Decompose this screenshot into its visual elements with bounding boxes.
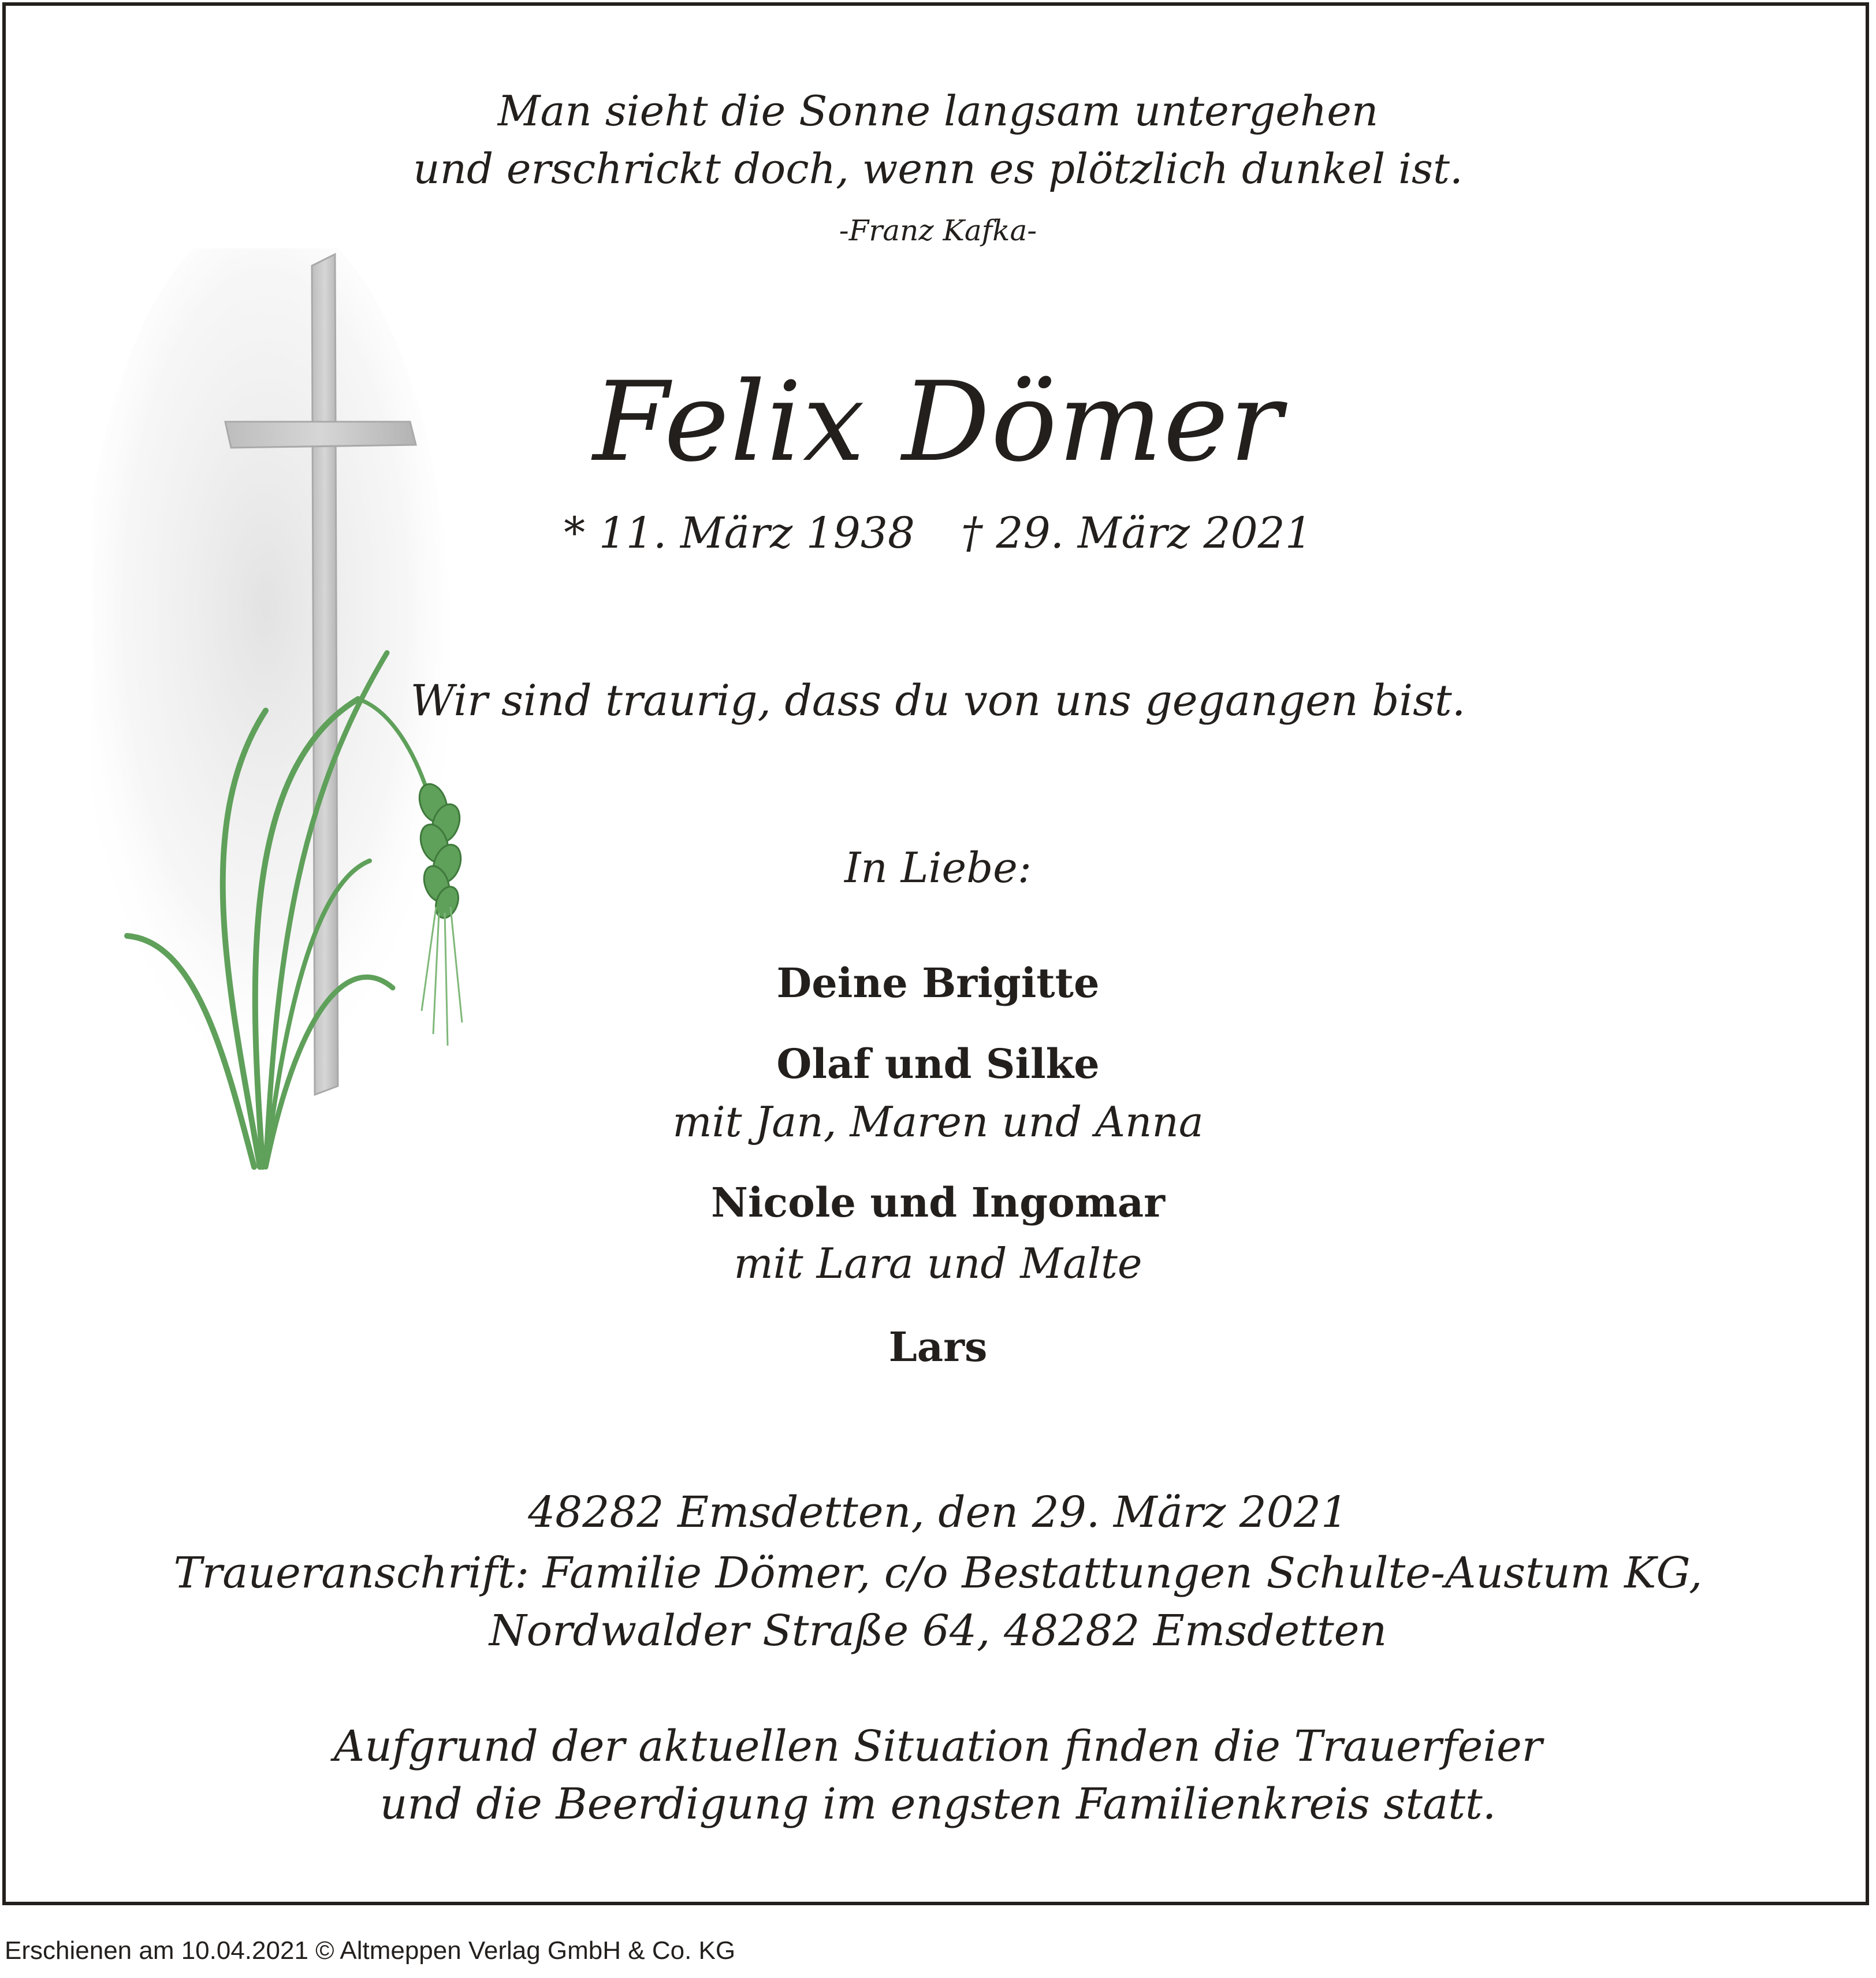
quote-line-2: und erschrickt doch, wenn es plötzlich dunkel ist. <box>413 144 1463 193</box>
family-member-name: Olaf und Silke <box>776 1040 1100 1088</box>
life-dates <box>0 508 1876 558</box>
place-date: 48282 Emsdetten, den 29. März 2021 <box>528 1488 1348 1537</box>
family-member-name: Nicole und Ingomar <box>710 1178 1166 1226</box>
family-member-name: Deine Brigitte <box>776 959 1100 1007</box>
quote-author: -Franz Kafka- <box>839 214 1037 247</box>
address-line-2: Nordwalder Straße 64, 48282 Emsdetten <box>489 1606 1387 1656</box>
notice-line-1: Aufgrund der aktuellen Situation finden die Trauerfeier <box>333 1722 1543 1771</box>
family-member-children: mit Jan, Maren und Anna <box>672 1098 1204 1146</box>
quote-line-1: Man sieht die Sonne langsam untergehen <box>497 87 1379 135</box>
publication-footer: Erschienen am 10.04.2021 © Altmeppen Verlag GmbH & Co. KG <box>5 1936 736 1965</box>
birth-date: * 11. März 1938 <box>564 508 915 558</box>
family-member-name: Lars <box>888 1323 988 1371</box>
in-liebe-label: In Liebe: <box>844 843 1032 892</box>
deceased-name: Felix Dömer <box>593 358 1283 486</box>
family-member-children: mit Lara und Malte <box>734 1239 1142 1288</box>
address-line-1: Traueranschrift: Familie Dömer, c/o Bestattungen Schulte-Austum KG, <box>173 1548 1703 1598</box>
condolence-text: Wir sind traurig, dass du von uns gegangen bist. <box>410 676 1466 726</box>
death-date: † 29. März 2021 <box>961 508 1312 558</box>
notice-line-2: und die Beerdigung im engsten Familienkreis statt. <box>379 1779 1497 1829</box>
